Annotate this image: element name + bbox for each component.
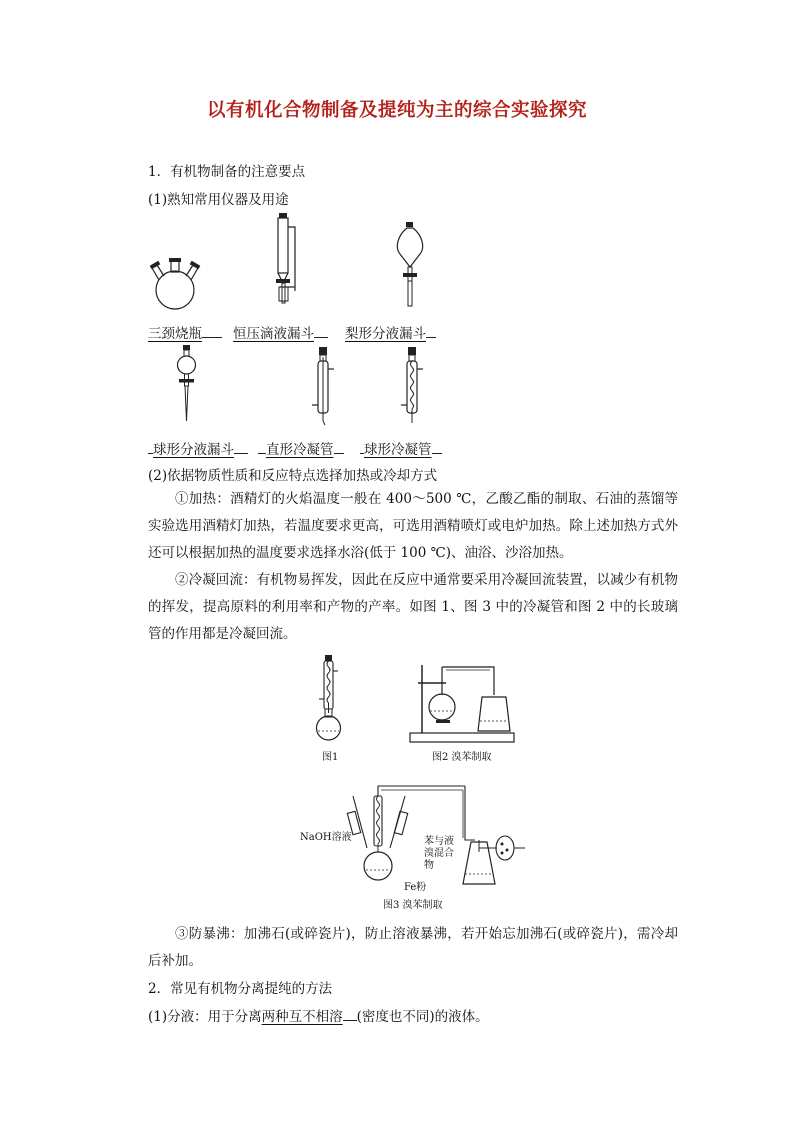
instrument-label-pear-funnel: 梨形分液漏斗 (345, 321, 436, 342)
section1-sub2: (2)依据物质性质和反应特点选择加热或冷却方式 (148, 468, 438, 484)
instrument-label-spherical-funnel: 球形分液漏斗 (148, 437, 248, 458)
instrument-label-three-neck-flask: 三颈烧瓶 (148, 321, 222, 342)
three-neck-flask-image (148, 258, 208, 310)
figure2-bromobenzene-apparatus-image (410, 665, 515, 745)
section2-sub1: (1)分液：用于分离两种互不相溶 (密度也不同)的液体。 (148, 1004, 489, 1025)
heating-paragraph: ①加热：酒精灯的火焰温度一般在 400～500 ℃，乙酸乙酯的制取、石油的蒸馏等实验选用酒精灯加热，若温度要求更高，可选用酒精喷灯或电炉加热。除上述加热方式外还可以根据加热的温度要求选择水浴(低于 100 ℃)、油浴、沙浴加热。 (148, 491, 678, 561)
figure2-caption: 图2 溴苯制取 (432, 752, 492, 763)
figure1-reflux-apparatus-image (310, 655, 350, 745)
section2-heading: 2．常见有机物分离提纯的方法 (148, 981, 333, 997)
straight-condenser-image (309, 347, 339, 427)
figure1-caption: 图1 (322, 752, 339, 763)
separation-blank-answer: 两种互不相溶 (261, 1009, 343, 1025)
figure3-label-benzene-bromine: 苯与液溴混合物 (424, 836, 454, 871)
instrument-label-pressure-funnel: 恒压滴液漏斗 (233, 321, 328, 342)
spherical-condenser-image (398, 347, 428, 427)
spherical-separatory-funnel-image (172, 345, 202, 423)
figure3-label-fe: Fe粉 (404, 882, 427, 893)
section1-sub1: (1)熟知常用仪器及用途 (148, 192, 289, 208)
instrument-label-straight-condenser: 直形冷凝管 (258, 437, 344, 458)
reflux-paragraph: ②冷凝回流：有机物易挥发，因此在反应中通常要采用冷凝回流装置，以减少有机物的挥发，提高原料的利用率和产物的产率。如图 1、图 3 中的冷凝管和图 2 中的长玻璃管的作用都是冷凝回流。 (148, 572, 678, 642)
instrument-label-spherical-condenser: 球形冷凝管 (360, 437, 442, 458)
antibump-paragraph: ③防暴沸：加沸石(或碎瓷片)，防止溶液暴沸，若开始忘加沸石(或碎瓷片)，需冷却后补加。 (148, 926, 678, 969)
figure3-caption: 图3 溴苯制取 (383, 900, 443, 911)
section1-heading: 1．有机物制备的注意要点 (148, 164, 306, 180)
figure3-label-naoh: NaOH溶液 (300, 832, 352, 843)
page-title: 以有机化合物制备及提纯为主的综合实验探究 (206, 100, 587, 121)
pressure-equalizing-funnel-image (268, 213, 302, 309)
pear-separatory-funnel-image (393, 222, 427, 308)
